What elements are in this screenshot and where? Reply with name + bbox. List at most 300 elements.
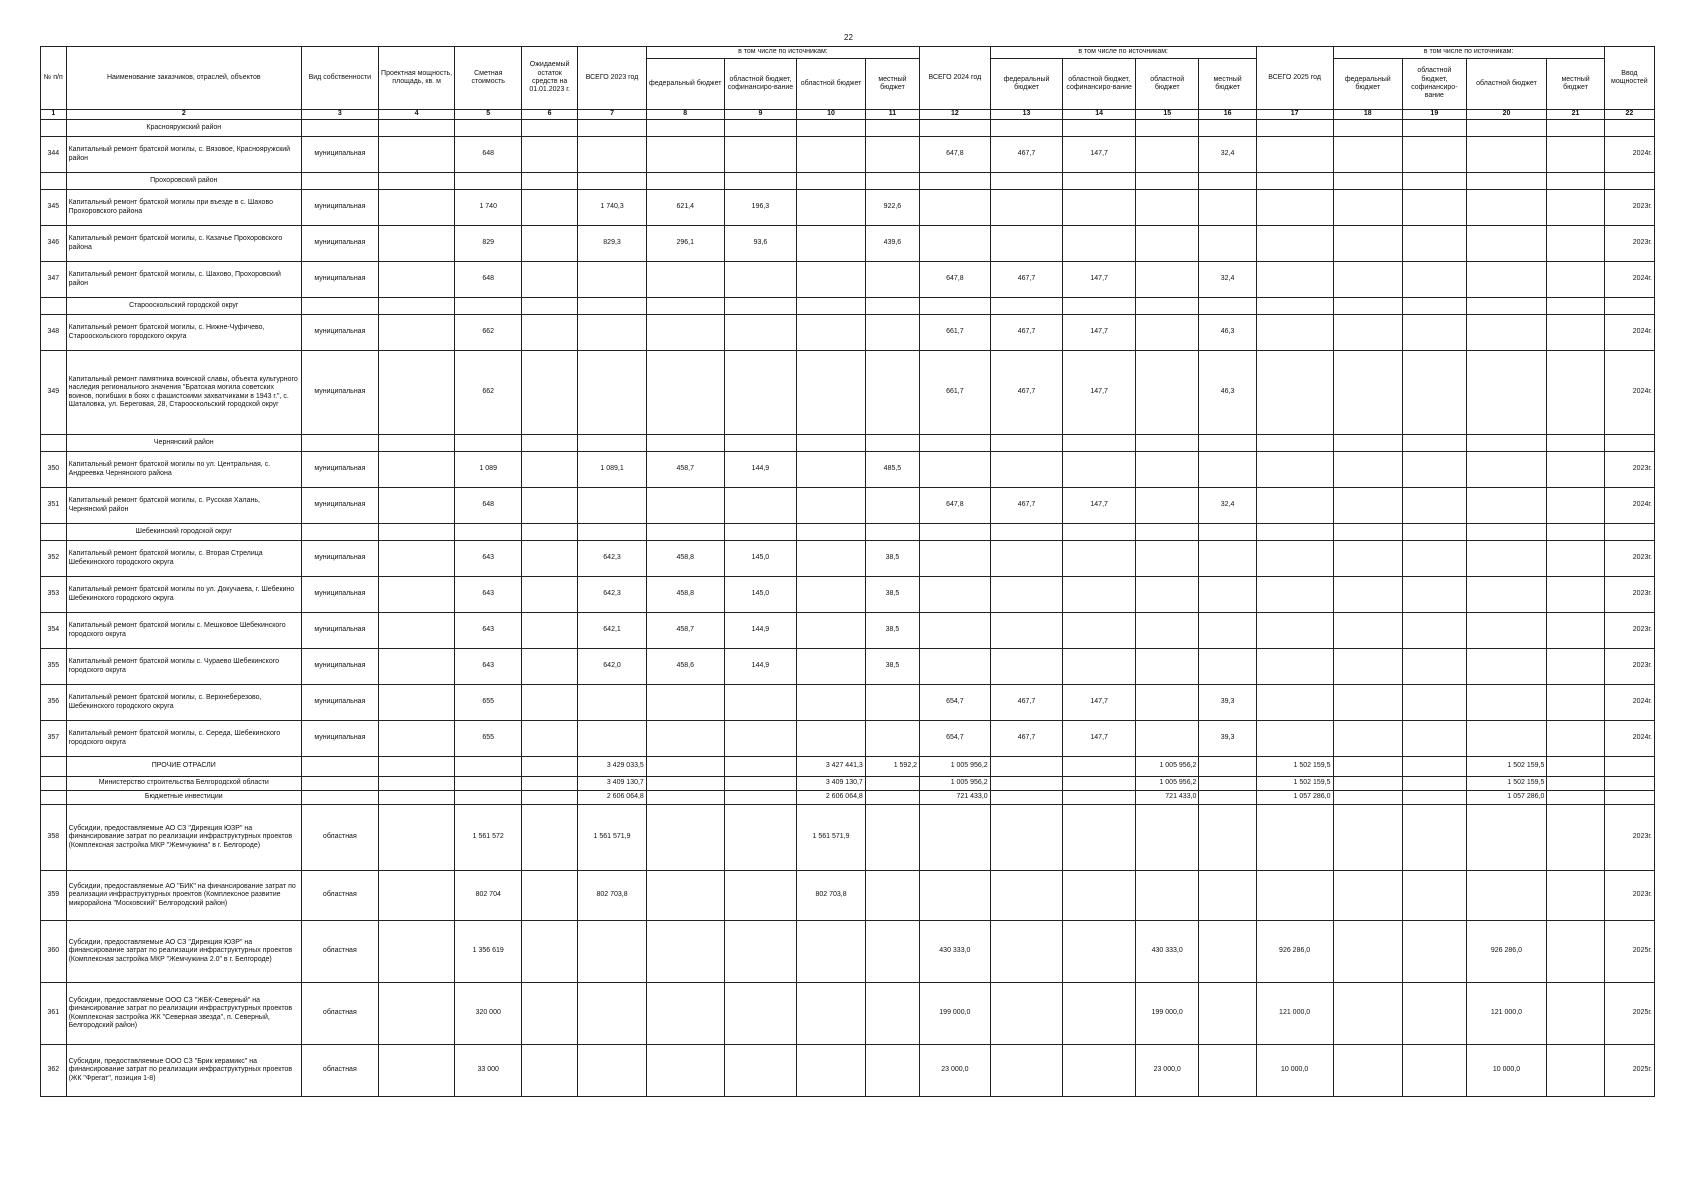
empty-cell: [41, 120, 67, 137]
table-body: [41, 120, 1655, 1097]
empty-cell: [1403, 524, 1466, 541]
table-row: [41, 1045, 1655, 1097]
column-number: 18: [1333, 110, 1403, 120]
value-cell: [990, 1045, 1063, 1097]
commissioning-year: 2023г.: [1604, 613, 1654, 649]
value-cell: [646, 351, 724, 435]
year-total-cell: 654,7: [920, 721, 991, 757]
empty-cell: [378, 524, 455, 541]
value-cell: [1199, 1045, 1256, 1097]
table-row: [41, 488, 1655, 524]
ownership-type: муниципальная: [301, 452, 378, 488]
value-cell: 39,3: [1199, 721, 1256, 757]
year-total-cell: [920, 226, 991, 262]
value-cell: [797, 351, 866, 435]
value-cell: [990, 871, 1063, 921]
year-total-cell: 642,0: [578, 649, 647, 685]
remainder-cell: [521, 577, 577, 613]
value-cell: [646, 262, 724, 298]
value-cell: [1547, 791, 1604, 805]
year-total-cell: [1256, 488, 1333, 524]
year-total-cell: [1256, 190, 1333, 226]
estimate-cost: 655: [455, 721, 522, 757]
total-title: Бюджетные инвестиции: [66, 791, 301, 805]
value-cell: [1135, 226, 1198, 262]
remainder-cell: [521, 805, 577, 871]
capacity-cell: [378, 488, 455, 524]
value-cell: [1199, 757, 1256, 777]
value-cell: 721 433,0: [1135, 791, 1198, 805]
header-total-2025: ВСЕГО 2025 год: [1256, 47, 1333, 110]
value-cell: 467,7: [990, 351, 1063, 435]
value-cell: 467,7: [990, 488, 1063, 524]
value-cell: [646, 777, 724, 791]
value-cell: [797, 613, 866, 649]
value-cell: [1135, 190, 1198, 226]
capacity-cell: [378, 541, 455, 577]
capacity-cell: [378, 649, 455, 685]
capacity-cell: [378, 613, 455, 649]
value-cell: [1547, 983, 1604, 1045]
row-number: 345: [41, 190, 67, 226]
section-title: Старооскольский городской округ: [66, 298, 301, 315]
value-cell: 93,6: [724, 226, 797, 262]
remainder-cell: [521, 137, 577, 173]
year-total-cell: [1256, 315, 1333, 351]
row-number: 344: [41, 137, 67, 173]
value-cell: [1063, 757, 1136, 777]
empty-cell: [378, 173, 455, 190]
column-number: 17: [1256, 110, 1333, 120]
empty-cell: [724, 298, 797, 315]
empty-cell: [797, 435, 866, 452]
object-name: Капитальный ремонт братской могилы, с. Верхнеберезово, Шебекинского городского округа: [66, 685, 301, 721]
row-number: 353: [41, 577, 67, 613]
value-cell: [865, 1045, 919, 1097]
estimate-cost: 648: [455, 137, 522, 173]
empty-cell: [301, 435, 378, 452]
ownership-type: муниципальная: [301, 577, 378, 613]
value-cell: 32,4: [1199, 488, 1256, 524]
value-cell: [1466, 262, 1547, 298]
value-cell: 467,7: [990, 262, 1063, 298]
row-number: 348: [41, 315, 67, 351]
empty-cell: [1547, 120, 1604, 137]
value-cell: [1466, 805, 1547, 871]
value-cell: [1547, 262, 1604, 298]
header-regional-cofin: областной бюджет, софинансиро-вание: [1063, 59, 1136, 110]
ownership-type: муниципальная: [301, 315, 378, 351]
empty-cell: [1199, 524, 1256, 541]
investment-table: [40, 46, 1655, 1097]
value-cell: 458,6: [646, 649, 724, 685]
empty-cell: [378, 791, 455, 805]
value-cell: [1547, 777, 1604, 791]
table-row: [41, 137, 1655, 173]
empty-cell: [920, 435, 991, 452]
year-total-cell: [578, 262, 647, 298]
value-cell: [1547, 137, 1604, 173]
empty-cell: [1256, 435, 1333, 452]
row-number: 355: [41, 649, 67, 685]
header-sources-2025: в том числе по источникам:: [1333, 47, 1604, 59]
empty-cell: [1256, 173, 1333, 190]
value-cell: 439,6: [865, 226, 919, 262]
row-number: 351: [41, 488, 67, 524]
empty-cell: [1333, 298, 1403, 315]
capacity-cell: [378, 137, 455, 173]
empty-cell: [1403, 298, 1466, 315]
value-cell: [1063, 1045, 1136, 1097]
commissioning-year: 2025г.: [1604, 921, 1654, 983]
table-row: [41, 983, 1655, 1045]
value-cell: [797, 315, 866, 351]
header-regional-cofin: областной бюджет, софинансиро-вание: [1403, 59, 1466, 110]
capacity-cell: [378, 351, 455, 435]
remainder-cell: [521, 921, 577, 983]
value-cell: [1199, 983, 1256, 1045]
value-cell: [865, 351, 919, 435]
row-number: 360: [41, 921, 67, 983]
capacity-cell: [378, 983, 455, 1045]
value-cell: 621,4: [646, 190, 724, 226]
value-cell: [990, 983, 1063, 1045]
year-total-cell: 1 740,3: [578, 190, 647, 226]
empty-cell: [1256, 298, 1333, 315]
empty-cell: [1466, 524, 1547, 541]
year-total-cell: [1256, 351, 1333, 435]
value-cell: [1403, 1045, 1466, 1097]
empty-cell: [1403, 120, 1466, 137]
row-number: 361: [41, 983, 67, 1045]
empty-cell: [1199, 435, 1256, 452]
empty-cell: [865, 120, 919, 137]
header-total-2024: ВСЕГО 2024 год: [920, 47, 991, 110]
value-cell: 121 000,0: [1466, 983, 1547, 1045]
value-cell: 926 286,0: [1466, 921, 1547, 983]
commissioning-year: 2023г.: [1604, 805, 1654, 871]
value-cell: [1063, 577, 1136, 613]
value-cell: [1547, 613, 1604, 649]
value-cell: [1135, 805, 1198, 871]
column-number: 8: [646, 110, 724, 120]
value-cell: [797, 452, 866, 488]
value-cell: [990, 613, 1063, 649]
year-total-cell: [1256, 649, 1333, 685]
value-cell: [1333, 226, 1403, 262]
value-cell: [1547, 488, 1604, 524]
empty-cell: [1547, 298, 1604, 315]
empty-cell: [41, 298, 67, 315]
column-number: 16: [1199, 110, 1256, 120]
value-cell: [797, 488, 866, 524]
year-total-cell: 199 000,0: [920, 983, 991, 1045]
commissioning-year: 2023г.: [1604, 452, 1654, 488]
remainder-cell: [521, 226, 577, 262]
object-name: Капитальный ремонт братской могилы с. Чураево Шебекинского городского округа: [66, 649, 301, 685]
capacity-cell: [378, 871, 455, 921]
empty-cell: [646, 120, 724, 137]
value-cell: [1547, 685, 1604, 721]
row-number: 352: [41, 541, 67, 577]
value-cell: [1403, 685, 1466, 721]
value-cell: [1333, 757, 1403, 777]
year-total-cell: [920, 452, 991, 488]
table-row: [41, 805, 1655, 871]
remainder-cell: [521, 649, 577, 685]
table-row: [41, 721, 1655, 757]
value-cell: [1333, 262, 1403, 298]
empty-cell: [1063, 173, 1136, 190]
value-cell: 430 333,0: [1135, 921, 1198, 983]
year-total-cell: [578, 921, 647, 983]
year-total-cell: [920, 649, 991, 685]
value-cell: 458,7: [646, 452, 724, 488]
estimate-cost: 1 740: [455, 190, 522, 226]
remainder-cell: [521, 262, 577, 298]
empty-cell: [724, 435, 797, 452]
value-cell: 2 606 064,8: [578, 791, 647, 805]
value-cell: [865, 488, 919, 524]
estimate-cost: 1 356 619: [455, 921, 522, 983]
value-cell: [1466, 190, 1547, 226]
ownership-type: муниципальная: [301, 685, 378, 721]
value-cell: [724, 315, 797, 351]
empty-cell: [301, 120, 378, 137]
empty-cell: [797, 173, 866, 190]
commissioning-year: 2024г.: [1604, 721, 1654, 757]
value-cell: [1403, 137, 1466, 173]
header-federal: федеральный бюджет: [646, 59, 724, 110]
year-total-cell: [578, 488, 647, 524]
column-number: 22: [1604, 110, 1654, 120]
object-name: Капитальный ремонт памятника воинской славы, объекта культурного наследия регионального значения "Братская могила советских воинов, погибших в боях с фашистскими захватчиками в 1943 г.", с. Шаталовка, ул. Береговая, 28, Старооскольский городской округ: [66, 351, 301, 435]
capacity-cell: [378, 805, 455, 871]
value-cell: [1466, 871, 1547, 921]
capacity-cell: [378, 1045, 455, 1097]
value-cell: [1333, 921, 1403, 983]
value-cell: [646, 791, 724, 805]
value-cell: [1466, 226, 1547, 262]
value-cell: 1 561 571,9: [797, 805, 866, 871]
value-cell: 296,1: [646, 226, 724, 262]
object-name: Субсидии, предоставляемые АО "БИК" на финансирование затрат по реализации инфраструктурных проектов (Комплексное развитие микрорайона "Московский" Белгородский район): [66, 871, 301, 921]
value-cell: [1466, 452, 1547, 488]
empty-cell: [455, 777, 522, 791]
value-cell: [646, 488, 724, 524]
remainder-cell: [521, 721, 577, 757]
ownership-type: муниципальная: [301, 137, 378, 173]
empty-cell: [1547, 173, 1604, 190]
empty-cell: [578, 298, 647, 315]
empty-cell: [920, 173, 991, 190]
empty-cell: [1063, 298, 1136, 315]
total-title: ПРОЧИЕ ОТРАСЛИ: [66, 757, 301, 777]
value-cell: 39,3: [1199, 685, 1256, 721]
value-cell: [1135, 577, 1198, 613]
ownership-type: областная: [301, 921, 378, 983]
value-cell: [1063, 805, 1136, 871]
table-row: [41, 190, 1655, 226]
value-cell: [1403, 541, 1466, 577]
value-cell: [724, 685, 797, 721]
value-cell: [646, 921, 724, 983]
table-row: [41, 577, 1655, 613]
object-name: Капитальный ремонт братской могилы, с. Русская Халань, Чернянский район: [66, 488, 301, 524]
year-total-cell: [1256, 871, 1333, 921]
value-cell: [1547, 577, 1604, 613]
row-number: 356: [41, 685, 67, 721]
value-cell: [990, 190, 1063, 226]
year-total-cell: 10 000,0: [1256, 1045, 1333, 1097]
value-cell: [1063, 777, 1136, 791]
header-estimate: Сметная стоимость: [455, 47, 522, 110]
section-row: [41, 120, 1655, 137]
value-cell: [1135, 871, 1198, 921]
ownership-type: муниципальная: [301, 649, 378, 685]
empty-cell: [455, 120, 522, 137]
estimate-cost: 643: [455, 577, 522, 613]
remainder-cell: [521, 685, 577, 721]
value-cell: [990, 757, 1063, 777]
column-number: 9: [724, 110, 797, 120]
ownership-type: муниципальная: [301, 351, 378, 435]
section-row: [41, 524, 1655, 541]
year-total-cell: 661,7: [920, 315, 991, 351]
value-cell: [865, 791, 919, 805]
estimate-cost: 648: [455, 488, 522, 524]
value-cell: [1547, 541, 1604, 577]
year-total-cell: 647,8: [920, 488, 991, 524]
empty-cell: [646, 173, 724, 190]
header-local: местный бюджет: [1547, 59, 1604, 110]
header-capacity: Проектная мощность, площадь, кв. м: [378, 47, 455, 110]
commissioning-year: 2023г.: [1604, 577, 1654, 613]
commissioning-year: 2025г.: [1604, 1045, 1654, 1097]
year-total-cell: [578, 685, 647, 721]
value-cell: [1063, 452, 1136, 488]
value-cell: 3 427 441,3: [797, 757, 866, 777]
empty-cell: [301, 777, 378, 791]
year-total-cell: [1256, 541, 1333, 577]
year-total-cell: 642,3: [578, 541, 647, 577]
table-row: [41, 452, 1655, 488]
value-cell: [1199, 777, 1256, 791]
value-cell: [1333, 613, 1403, 649]
row-number: 347: [41, 262, 67, 298]
year-total-cell: [920, 541, 991, 577]
empty-cell: [301, 298, 378, 315]
value-cell: [1135, 315, 1198, 351]
value-cell: [646, 805, 724, 871]
value-cell: [1547, 649, 1604, 685]
header-no: № п/п: [41, 47, 67, 110]
empty-cell: [1199, 173, 1256, 190]
year-total-cell: 926 286,0: [1256, 921, 1333, 983]
empty-cell: [1135, 173, 1198, 190]
empty-cell: [41, 791, 67, 805]
value-cell: 38,5: [865, 649, 919, 685]
empty-cell: [724, 120, 797, 137]
value-cell: [1547, 190, 1604, 226]
empty-cell: [41, 777, 67, 791]
value-cell: [797, 1045, 866, 1097]
value-cell: 3 409 130,7: [578, 777, 647, 791]
value-cell: [646, 757, 724, 777]
value-cell: [1466, 721, 1547, 757]
column-number: 13: [990, 110, 1063, 120]
header-sources-2023: в том числе по источникам:: [646, 47, 919, 59]
value-cell: 802 703,8: [797, 871, 866, 921]
value-cell: [1403, 757, 1466, 777]
value-cell: [1333, 541, 1403, 577]
value-cell: [1547, 921, 1604, 983]
value-cell: [1466, 137, 1547, 173]
value-cell: [1403, 983, 1466, 1045]
empty-cell: [920, 524, 991, 541]
object-name: Субсидии, предоставляемые ООО СЗ "Брик керамикс" на финансирование затрат по реализации инфраструктурных проектов (ЖК "Фрегат", позиция 1-8): [66, 1045, 301, 1097]
empty-cell: [1333, 120, 1403, 137]
year-total-cell: 23 000,0: [920, 1045, 991, 1097]
empty-cell: [865, 298, 919, 315]
value-cell: 38,5: [865, 577, 919, 613]
value-cell: [1135, 685, 1198, 721]
value-cell: [1547, 721, 1604, 757]
year-total-cell: [920, 871, 991, 921]
section-title: Прохоровский район: [66, 173, 301, 190]
year-total-cell: [578, 721, 647, 757]
commissioning-year: 2024г.: [1604, 262, 1654, 298]
ownership-type: областная: [301, 871, 378, 921]
value-cell: [1135, 721, 1198, 757]
value-cell: [990, 921, 1063, 983]
year-total-cell: [1256, 685, 1333, 721]
value-cell: 147,7: [1063, 685, 1136, 721]
year-total-cell: [1256, 577, 1333, 613]
empty-cell: [1199, 298, 1256, 315]
year-total-cell: 430 333,0: [920, 921, 991, 983]
value-cell: 1 057 286,0: [1256, 791, 1333, 805]
estimate-cost: 655: [455, 685, 522, 721]
empty-cell: [646, 524, 724, 541]
estimate-cost: 1 089: [455, 452, 522, 488]
header-regional: областной бюджет: [1135, 59, 1198, 110]
empty-cell: [521, 757, 577, 777]
remainder-cell: [521, 190, 577, 226]
value-cell: 922,6: [865, 190, 919, 226]
empty-cell: [1604, 777, 1654, 791]
value-cell: [797, 262, 866, 298]
value-cell: [1333, 488, 1403, 524]
table-row: [41, 226, 1655, 262]
value-cell: 32,4: [1199, 262, 1256, 298]
value-cell: [1403, 613, 1466, 649]
empty-cell: [301, 791, 378, 805]
estimate-cost: 643: [455, 649, 522, 685]
empty-cell: [378, 435, 455, 452]
capacity-cell: [378, 190, 455, 226]
empty-cell: [578, 435, 647, 452]
empty-cell: [1604, 757, 1654, 777]
object-name: Капитальный ремонт братской могилы, с. Казачье Прохоровского района: [66, 226, 301, 262]
estimate-cost: 648: [455, 262, 522, 298]
commissioning-year: 2023г.: [1604, 649, 1654, 685]
year-total-cell: [1256, 805, 1333, 871]
column-number: 20: [1466, 110, 1547, 120]
value-cell: [990, 226, 1063, 262]
section-title: Краснояружский район: [66, 120, 301, 137]
value-cell: 467,7: [990, 721, 1063, 757]
